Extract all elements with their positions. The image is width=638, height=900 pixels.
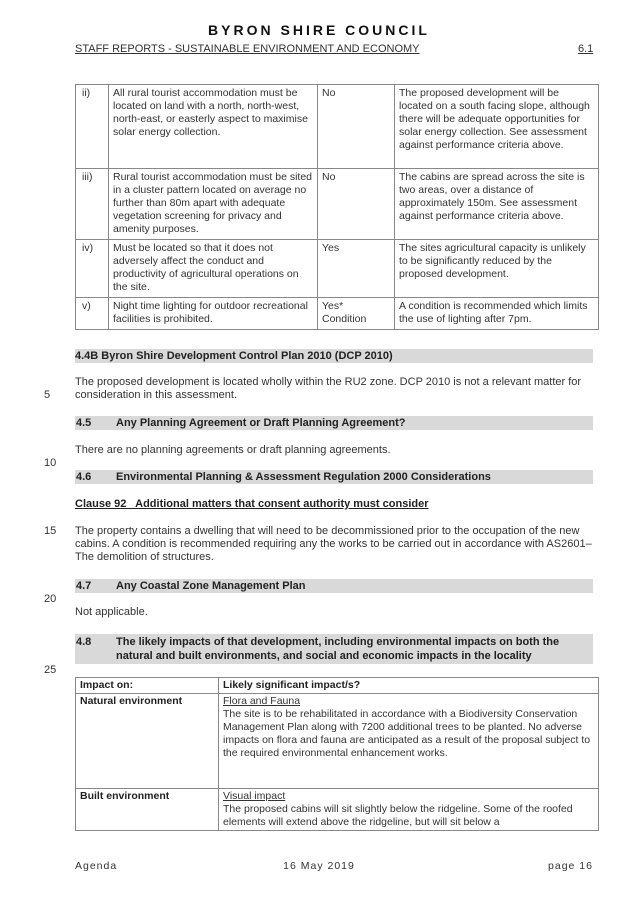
line-number: 25 bbox=[44, 664, 57, 676]
criteria-comment: A condition is recommended which limits the use of lighting after 7pm. bbox=[395, 298, 599, 330]
section-body-4-5: There are no planning agreements or draft planning agreements. bbox=[75, 444, 391, 456]
line-number: 15 bbox=[44, 525, 57, 537]
criteria-text: Rural tourist accommodation must be sited in a cluster pattern located on average no further than 80m apart with adequate vegetation screening for privacy and amenity purposes. bbox=[109, 169, 318, 240]
table-row bbox=[76, 85, 599, 169]
section-title: Any Coastal Zone Management Plan bbox=[116, 580, 306, 592]
section-heading-4-6 bbox=[75, 470, 593, 484]
section-heading-4-7 bbox=[75, 579, 593, 593]
table-row bbox=[76, 169, 599, 240]
impact-subhead: Visual impact bbox=[223, 790, 286, 802]
impact-cell bbox=[219, 789, 599, 831]
criteria-table bbox=[75, 84, 599, 330]
section-title: Any Planning Agreement or Draft Planning Agreement? bbox=[116, 417, 406, 429]
footer-left: Agenda bbox=[75, 860, 118, 872]
footer-date: 16 May 2019 bbox=[283, 860, 355, 872]
section-num: 4.7 bbox=[76, 580, 92, 592]
criteria-comment: The cabins are spread across the site is two areas, over a distance of approximately 150m. See assessment against performance criteria above. bbox=[395, 169, 599, 240]
impact-text: The site is to be rehabilitated in accordance with a Biodiversity Conservation Management Plan along with 7200 additional trees to be planted. No adverse impacts on flora and fauna are anticipated as a result of the proposal subject to the required environmental enhancement works. bbox=[223, 708, 591, 759]
impact-label: Built environment bbox=[76, 789, 219, 831]
criteria-num: iii) bbox=[76, 169, 109, 240]
criteria-num: ii) bbox=[76, 85, 109, 169]
report-subtitle: STAFF REPORTS - SUSTAINABLE ENVIRONMENT AND ECONOMY bbox=[75, 43, 420, 55]
criteria-comment: The proposed development will be located on a south facing slope, although there will be adequate opportunities for solar energy collection. See assessment against performance criteria above. bbox=[395, 85, 599, 169]
criteria-comment: The sites agricultural capacity is unlikely to be significantly reduced by the proposed development. bbox=[395, 240, 599, 298]
section-title: 4.4B Byron Shire Development Control Plan 2010 (DCP 2010) bbox=[75, 350, 393, 362]
section-num: 4.8 bbox=[76, 636, 92, 648]
section-heading-4-4b bbox=[75, 349, 593, 363]
section-title: Environmental Planning & Assessment Regulation 2000 Considerations bbox=[116, 471, 491, 483]
section-body-4-7: Not applicable. bbox=[75, 606, 148, 618]
impact-label: Natural environment bbox=[76, 694, 219, 789]
line-number: 20 bbox=[44, 593, 57, 605]
criteria-answer: Yes bbox=[318, 240, 395, 298]
council-title: BYRON SHIRE COUNCIL bbox=[208, 22, 430, 38]
section-num: 4.6 bbox=[76, 471, 92, 483]
impact-subhead: Flora and Fauna bbox=[223, 695, 301, 707]
table-row bbox=[76, 240, 599, 298]
impact-table bbox=[75, 677, 599, 831]
section-title-line1: The likely impacts of that development, including environmental impacts on both the bbox=[116, 636, 560, 648]
criteria-answer: No bbox=[318, 169, 395, 240]
section-heading-4-8 bbox=[75, 634, 593, 664]
criteria-text: All rural tourist accommodation must be located on land with a north, north-west, north-east, or easterly aspect to maximise solar energy collection. bbox=[109, 85, 318, 169]
criteria-num: v) bbox=[76, 298, 109, 330]
section-title-line2: natural and built environments, and social and economic impacts in the locality bbox=[116, 650, 532, 662]
section-heading-4-5 bbox=[75, 416, 593, 430]
column-header: Likely significant impact/s? bbox=[219, 678, 599, 694]
section-body-4-4b: The proposed development is located wholly within the RU2 zone. DCP 2010 is not a relevant matter for consideration in this assessment. bbox=[75, 376, 582, 401]
criteria-num: iv) bbox=[76, 240, 109, 298]
table-row bbox=[76, 789, 599, 831]
criteria-text: Night time lighting for outdoor recreational facilities is prohibited. bbox=[109, 298, 318, 330]
table-row bbox=[76, 298, 599, 330]
table-row bbox=[76, 694, 599, 789]
column-header: Impact on: bbox=[76, 678, 219, 694]
line-number: 5 bbox=[44, 389, 51, 401]
footer-page: page 16 bbox=[548, 860, 593, 872]
impact-cell bbox=[219, 694, 599, 789]
table-header-row bbox=[76, 678, 599, 694]
line-number: 10 bbox=[44, 457, 57, 469]
impact-text: The proposed cabins will sit slightly below the ridgeline. Some of the roofed elements will extend above the ridgeline, but will sit below a bbox=[223, 803, 573, 828]
clause-heading: Clause 92 Additional matters that consent authority must consider bbox=[75, 498, 429, 510]
section-body-4-6: The property contains a dwelling that will need to be decommissioned prior to the occupation of the new cabins. A condition is recommended requiring any the works to be carried out in accordance with AS2601–The demolition of structures. bbox=[75, 525, 592, 563]
section-num: 4.5 bbox=[76, 417, 92, 429]
criteria-answer: Yes* Condition bbox=[318, 298, 395, 330]
section-number: 6.1 bbox=[578, 43, 594, 55]
criteria-answer: No bbox=[318, 85, 395, 169]
criteria-text: Must be located so that it does not adversely affect the conduct and productivity of agricultural operations on the site. bbox=[109, 240, 318, 298]
